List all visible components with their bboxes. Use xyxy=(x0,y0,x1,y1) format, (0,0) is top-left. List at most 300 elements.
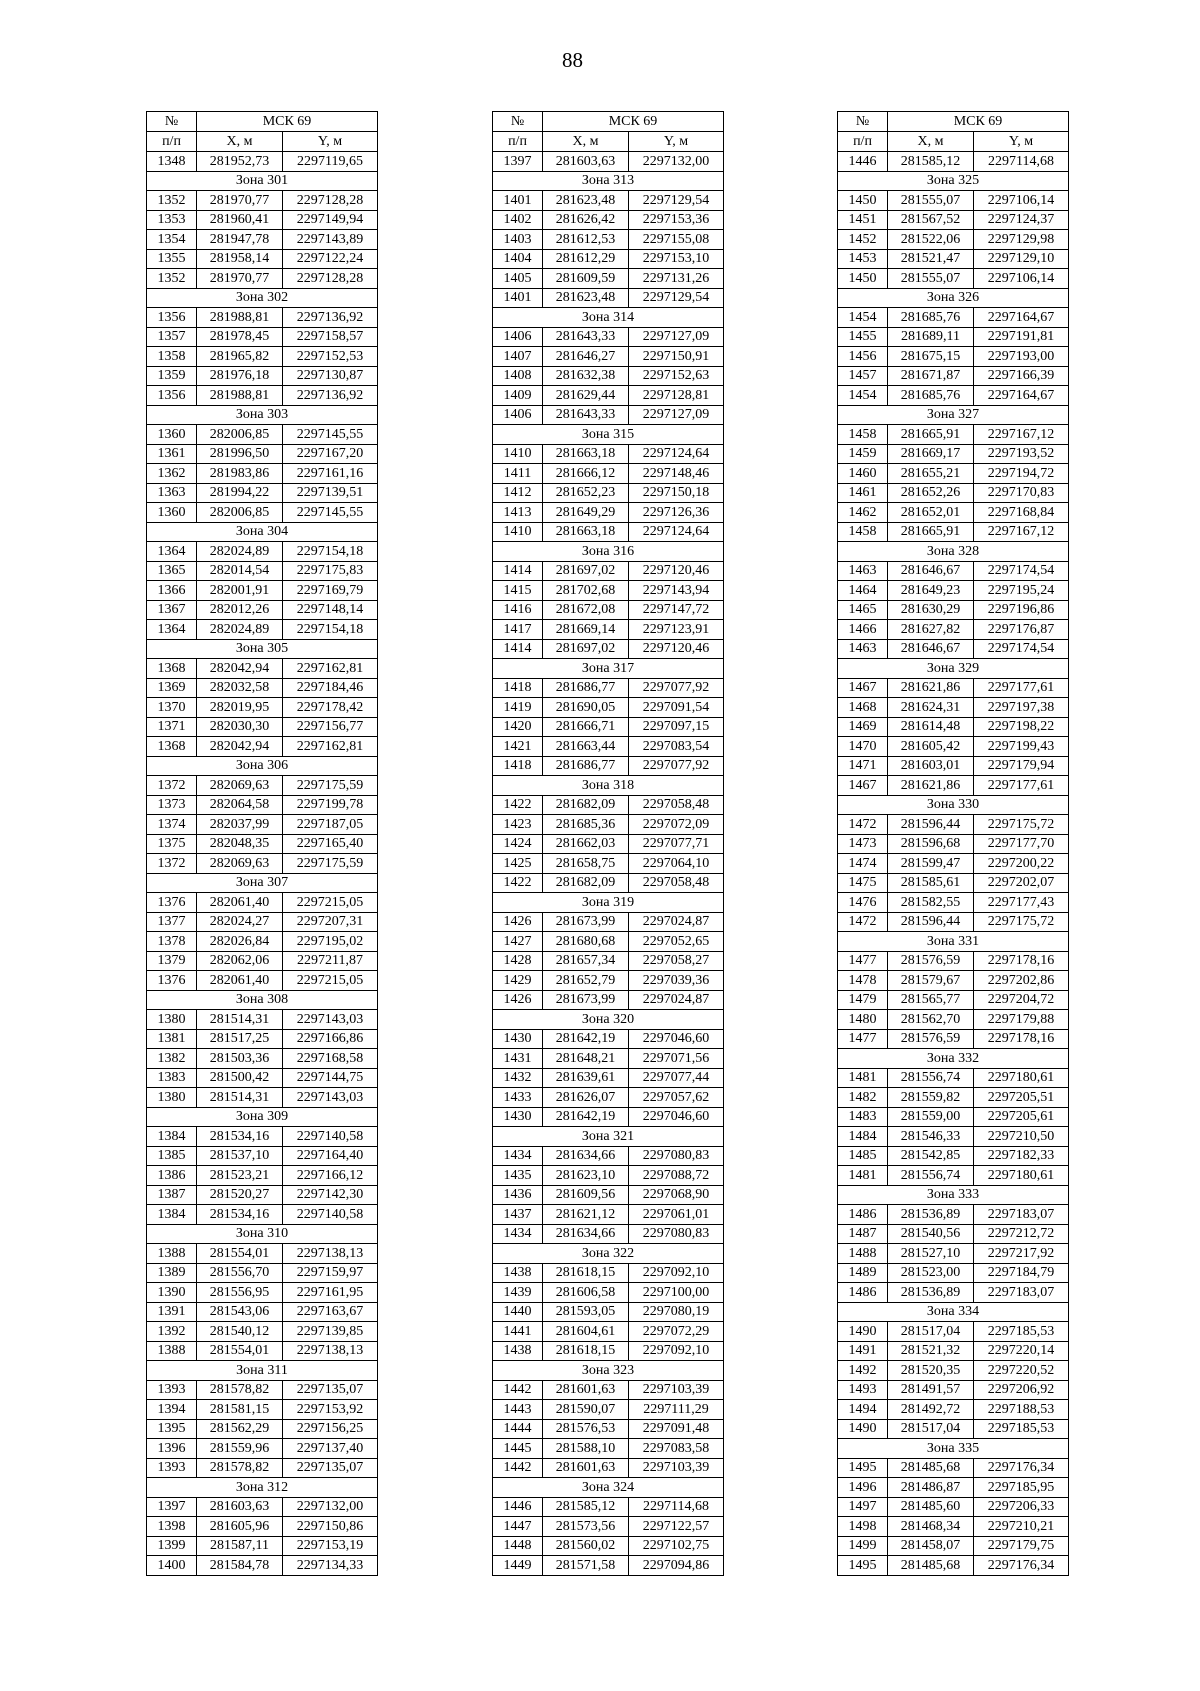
table-row xyxy=(147,464,378,484)
x-coordinate: 281485,60 xyxy=(888,1497,974,1517)
table-row xyxy=(493,1458,724,1478)
table-row xyxy=(493,1439,724,1459)
table-row xyxy=(493,678,724,698)
point-number: 1457 xyxy=(838,366,888,386)
point-number: 1384 xyxy=(147,1127,197,1147)
point-number: 1384 xyxy=(147,1205,197,1225)
x-coordinate: 281988,81 xyxy=(197,308,283,328)
zone-heading-row xyxy=(493,1244,724,1264)
x-coordinate: 281646,67 xyxy=(888,561,974,581)
table-row xyxy=(493,152,724,172)
point-number: 1363 xyxy=(147,483,197,503)
zone-heading: Зона 301 xyxy=(147,171,378,191)
point-number: 1450 xyxy=(838,269,888,289)
y-coordinate: 2297154,18 xyxy=(283,620,378,640)
table-row xyxy=(493,1088,724,1108)
x-coordinate: 281520,35 xyxy=(888,1361,974,1381)
point-number: 1393 xyxy=(147,1380,197,1400)
table-row xyxy=(493,620,724,640)
y-coordinate: 2297132,00 xyxy=(283,1497,378,1517)
y-coordinate: 2297077,71 xyxy=(629,834,724,854)
table-row xyxy=(147,834,378,854)
x-coordinate: 281560,02 xyxy=(543,1536,629,1556)
table-row xyxy=(493,737,724,757)
point-number: 1438 xyxy=(493,1341,543,1361)
point-number: 1395 xyxy=(147,1419,197,1439)
table-row xyxy=(147,1341,378,1361)
zone-heading: Зона 329 xyxy=(838,659,1069,679)
table-header-row xyxy=(493,132,724,152)
x-coordinate: 281542,85 xyxy=(888,1146,974,1166)
x-coordinate: 281555,07 xyxy=(888,269,974,289)
table-row xyxy=(493,386,724,406)
table-row xyxy=(838,912,1069,932)
point-number: 1480 xyxy=(838,1010,888,1030)
y-coordinate: 2297164,67 xyxy=(974,308,1069,328)
point-number: 1374 xyxy=(147,815,197,835)
table-row xyxy=(147,815,378,835)
x-coordinate: 281626,42 xyxy=(543,210,629,230)
y-coordinate: 2297103,39 xyxy=(629,1380,724,1400)
y-coordinate: 2297180,61 xyxy=(974,1166,1069,1186)
point-number: 1477 xyxy=(838,1029,888,1049)
x-coordinate: 282024,27 xyxy=(197,912,283,932)
point-number: 1420 xyxy=(493,717,543,737)
zone-heading: Зона 309 xyxy=(147,1107,378,1127)
y-coordinate: 2297174,54 xyxy=(974,561,1069,581)
table-row xyxy=(147,269,378,289)
point-number: 1364 xyxy=(147,620,197,640)
y-coordinate: 2297128,28 xyxy=(283,191,378,211)
x-coordinate: 281621,86 xyxy=(888,776,974,796)
table-row xyxy=(147,1556,378,1576)
y-coordinate: 2297212,72 xyxy=(974,1224,1069,1244)
point-number: 1388 xyxy=(147,1341,197,1361)
point-number: 1375 xyxy=(147,834,197,854)
point-number: 1459 xyxy=(838,444,888,464)
x-column-header: X, м xyxy=(888,132,974,152)
x-coordinate: 281609,56 xyxy=(543,1185,629,1205)
table-row xyxy=(493,327,724,347)
x-coordinate: 281621,12 xyxy=(543,1205,629,1225)
x-coordinate: 281588,10 xyxy=(543,1439,629,1459)
zone-heading-row xyxy=(493,1010,724,1030)
number-header-bottom: п/п xyxy=(838,132,888,152)
table-row xyxy=(838,776,1069,796)
point-number: 1481 xyxy=(838,1166,888,1186)
table-row xyxy=(147,1380,378,1400)
y-coordinate: 2297137,40 xyxy=(283,1439,378,1459)
point-number: 1428 xyxy=(493,951,543,971)
table-row xyxy=(838,1478,1069,1498)
zone-heading-row xyxy=(147,639,378,659)
x-coordinate: 281646,67 xyxy=(888,639,974,659)
y-coordinate: 2297129,98 xyxy=(974,230,1069,250)
zone-heading: Зона 308 xyxy=(147,990,378,1010)
table-row xyxy=(838,717,1069,737)
point-number: 1401 xyxy=(493,288,543,308)
point-number: 1499 xyxy=(838,1536,888,1556)
table-row xyxy=(493,347,724,367)
x-coordinate: 281584,78 xyxy=(197,1556,283,1576)
table-row xyxy=(147,230,378,250)
point-number: 1440 xyxy=(493,1302,543,1322)
x-coordinate: 281994,22 xyxy=(197,483,283,503)
point-number: 1412 xyxy=(493,483,543,503)
table-row xyxy=(838,737,1069,757)
point-number: 1372 xyxy=(147,854,197,874)
y-coordinate: 2297064,10 xyxy=(629,854,724,874)
table-row xyxy=(147,1185,378,1205)
point-number: 1369 xyxy=(147,678,197,698)
table-row xyxy=(493,600,724,620)
y-coordinate: 2297170,83 xyxy=(974,483,1069,503)
y-coordinate: 2297185,95 xyxy=(974,1478,1069,1498)
point-number: 1382 xyxy=(147,1049,197,1069)
y-coordinate: 2297094,86 xyxy=(629,1556,724,1576)
y-coordinate: 2297119,65 xyxy=(283,152,378,172)
zone-heading-row xyxy=(838,405,1069,425)
point-number: 1443 xyxy=(493,1400,543,1420)
y-coordinate: 2297167,20 xyxy=(283,444,378,464)
x-coordinate: 281603,63 xyxy=(543,152,629,172)
y-coordinate: 2297207,31 xyxy=(283,912,378,932)
number-header-top: № xyxy=(493,112,543,132)
x-coordinate: 282019,95 xyxy=(197,698,283,718)
table-row xyxy=(493,854,724,874)
y-coordinate: 2297153,10 xyxy=(629,249,724,269)
point-number: 1386 xyxy=(147,1166,197,1186)
point-number: 1419 xyxy=(493,698,543,718)
table-row xyxy=(838,1536,1069,1556)
zone-heading: Зона 325 xyxy=(838,171,1069,191)
table-row xyxy=(147,620,378,640)
table-row xyxy=(493,1263,724,1283)
y-coordinate: 2297152,63 xyxy=(629,366,724,386)
zone-heading-row xyxy=(493,1361,724,1381)
point-number: 1418 xyxy=(493,678,543,698)
zone-heading-row xyxy=(147,171,378,191)
y-coordinate: 2297210,50 xyxy=(974,1127,1069,1147)
y-coordinate: 2297161,16 xyxy=(283,464,378,484)
zone-heading-row xyxy=(147,1478,378,1498)
point-number: 1472 xyxy=(838,912,888,932)
zone-heading: Зона 314 xyxy=(493,308,724,328)
point-number: 1497 xyxy=(838,1497,888,1517)
y-coordinate: 2297127,09 xyxy=(629,405,724,425)
table-row xyxy=(838,503,1069,523)
zone-heading: Зона 326 xyxy=(838,288,1069,308)
x-coordinate: 281673,99 xyxy=(543,990,629,1010)
y-coordinate: 2297077,92 xyxy=(629,678,724,698)
y-coordinate: 2297180,61 xyxy=(974,1068,1069,1088)
y-coordinate: 2297091,54 xyxy=(629,698,724,718)
x-coordinate: 281562,29 xyxy=(197,1419,283,1439)
table-row xyxy=(493,1419,724,1439)
point-number: 1387 xyxy=(147,1185,197,1205)
y-coordinate: 2297145,55 xyxy=(283,425,378,445)
table-row xyxy=(838,1107,1069,1127)
x-coordinate: 282024,89 xyxy=(197,620,283,640)
zone-heading-row xyxy=(147,1224,378,1244)
table-row xyxy=(838,561,1069,581)
point-number: 1442 xyxy=(493,1380,543,1400)
table-row xyxy=(493,405,724,425)
x-coordinate: 281605,96 xyxy=(197,1517,283,1537)
point-number: 1473 xyxy=(838,834,888,854)
x-coordinate: 281612,29 xyxy=(543,249,629,269)
coordinates-table-2 xyxy=(492,111,724,1576)
point-number: 1410 xyxy=(493,522,543,542)
point-number: 1416 xyxy=(493,600,543,620)
point-number: 1447 xyxy=(493,1517,543,1537)
zone-heading: Зона 327 xyxy=(838,405,1069,425)
point-number: 1492 xyxy=(838,1361,888,1381)
point-number: 1366 xyxy=(147,581,197,601)
zone-heading-row xyxy=(838,659,1069,679)
y-coordinate: 2297166,12 xyxy=(283,1166,378,1186)
x-coordinate: 281658,75 xyxy=(543,854,629,874)
zone-heading: Зона 303 xyxy=(147,405,378,425)
table-row xyxy=(838,210,1069,230)
point-number: 1426 xyxy=(493,912,543,932)
x-coordinate: 281581,15 xyxy=(197,1400,283,1420)
x-coordinate: 281582,55 xyxy=(888,893,974,913)
point-number: 1397 xyxy=(493,152,543,172)
x-coordinate: 281988,81 xyxy=(197,386,283,406)
y-coordinate: 2297153,92 xyxy=(283,1400,378,1420)
table-row xyxy=(147,795,378,815)
point-number: 1494 xyxy=(838,1400,888,1420)
point-number: 1408 xyxy=(493,366,543,386)
table-row xyxy=(838,678,1069,698)
point-number: 1357 xyxy=(147,327,197,347)
x-coordinate: 281556,74 xyxy=(888,1068,974,1088)
y-coordinate: 2297166,86 xyxy=(283,1029,378,1049)
x-coordinate: 281565,77 xyxy=(888,990,974,1010)
table-row xyxy=(838,854,1069,874)
point-number: 1392 xyxy=(147,1322,197,1342)
y-coordinate: 2297156,25 xyxy=(283,1419,378,1439)
point-number: 1381 xyxy=(147,1029,197,1049)
table-row xyxy=(493,912,724,932)
x-coordinate: 282069,63 xyxy=(197,854,283,874)
zone-heading: Зона 317 xyxy=(493,659,724,679)
y-coordinate: 2297178,42 xyxy=(283,698,378,718)
x-coordinate: 282037,99 xyxy=(197,815,283,835)
x-coordinate: 281629,44 xyxy=(543,386,629,406)
table-row xyxy=(147,1127,378,1147)
table-row xyxy=(493,990,724,1010)
x-coordinate: 281562,70 xyxy=(888,1010,974,1030)
zone-heading: Зона 333 xyxy=(838,1185,1069,1205)
table-row xyxy=(493,522,724,542)
y-coordinate: 2297158,57 xyxy=(283,327,378,347)
y-coordinate: 2297106,14 xyxy=(974,191,1069,211)
point-number: 1403 xyxy=(493,230,543,250)
y-coordinate: 2297164,67 xyxy=(974,386,1069,406)
table-row xyxy=(493,561,724,581)
table-row xyxy=(493,1068,724,1088)
y-coordinate: 2297024,87 xyxy=(629,990,724,1010)
table-row xyxy=(838,386,1069,406)
table-row xyxy=(493,269,724,289)
x-coordinate: 281485,68 xyxy=(888,1458,974,1478)
x-coordinate: 281983,86 xyxy=(197,464,283,484)
point-number: 1462 xyxy=(838,503,888,523)
y-coordinate: 2297139,51 xyxy=(283,483,378,503)
point-number: 1409 xyxy=(493,386,543,406)
y-coordinate: 2297150,91 xyxy=(629,347,724,367)
table-row xyxy=(147,951,378,971)
x-coordinate: 281485,68 xyxy=(888,1556,974,1576)
x-coordinate: 281665,91 xyxy=(888,425,974,445)
table-row xyxy=(493,971,724,991)
point-number: 1453 xyxy=(838,249,888,269)
point-number: 1429 xyxy=(493,971,543,991)
y-column-header: Y, м xyxy=(629,132,724,152)
point-number: 1423 xyxy=(493,815,543,835)
point-number: 1468 xyxy=(838,698,888,718)
table-row xyxy=(147,1497,378,1517)
number-header-top: № xyxy=(838,112,888,132)
y-coordinate: 2297202,86 xyxy=(974,971,1069,991)
table-row xyxy=(838,230,1069,250)
x-coordinate: 281642,19 xyxy=(543,1029,629,1049)
y-coordinate: 2297179,75 xyxy=(974,1536,1069,1556)
x-coordinate: 282062,06 xyxy=(197,951,283,971)
y-coordinate: 2297100,00 xyxy=(629,1283,724,1303)
x-coordinate: 281663,44 xyxy=(543,737,629,757)
point-number: 1424 xyxy=(493,834,543,854)
x-coordinate: 281536,89 xyxy=(888,1283,974,1303)
point-number: 1430 xyxy=(493,1029,543,1049)
y-coordinate: 2297080,83 xyxy=(629,1224,724,1244)
y-coordinate: 2297177,70 xyxy=(974,834,1069,854)
x-coordinate: 281576,59 xyxy=(888,1029,974,1049)
x-coordinate: 281593,05 xyxy=(543,1302,629,1322)
point-number: 1418 xyxy=(493,756,543,776)
y-coordinate: 2297134,33 xyxy=(283,1556,378,1576)
y-coordinate: 2297122,24 xyxy=(283,249,378,269)
y-coordinate: 2297138,13 xyxy=(283,1341,378,1361)
x-coordinate: 282001,91 xyxy=(197,581,283,601)
zone-heading: Зона 334 xyxy=(838,1302,1069,1322)
point-number: 1434 xyxy=(493,1146,543,1166)
table-row xyxy=(147,1517,378,1537)
point-number: 1401 xyxy=(493,191,543,211)
x-coordinate: 281970,77 xyxy=(197,191,283,211)
table-row xyxy=(493,834,724,854)
x-coordinate: 281652,79 xyxy=(543,971,629,991)
table-row xyxy=(493,1283,724,1303)
y-coordinate: 2297188,53 xyxy=(974,1400,1069,1420)
zone-heading-row xyxy=(838,932,1069,952)
table-row xyxy=(838,152,1069,172)
point-number: 1488 xyxy=(838,1244,888,1264)
zone-heading-row xyxy=(147,1107,378,1127)
y-coordinate: 2297129,10 xyxy=(974,249,1069,269)
point-number: 1436 xyxy=(493,1185,543,1205)
point-number: 1414 xyxy=(493,639,543,659)
y-coordinate: 2297199,78 xyxy=(283,795,378,815)
x-coordinate: 281652,26 xyxy=(888,483,974,503)
point-number: 1439 xyxy=(493,1283,543,1303)
table-row xyxy=(493,1185,724,1205)
table-row xyxy=(493,288,724,308)
x-coordinate: 281634,66 xyxy=(543,1146,629,1166)
y-coordinate: 2297127,09 xyxy=(629,327,724,347)
zone-heading: Зона 305 xyxy=(147,639,378,659)
point-number: 1496 xyxy=(838,1478,888,1498)
table-row xyxy=(838,425,1069,445)
point-number: 1451 xyxy=(838,210,888,230)
point-number: 1495 xyxy=(838,1556,888,1576)
y-coordinate: 2297039,36 xyxy=(629,971,724,991)
x-coordinate: 281682,09 xyxy=(543,795,629,815)
y-column-header: Y, м xyxy=(974,132,1069,152)
x-coordinate: 281626,07 xyxy=(543,1088,629,1108)
table-row xyxy=(493,932,724,952)
point-number: 1372 xyxy=(147,776,197,796)
x-coordinate: 281690,05 xyxy=(543,698,629,718)
y-coordinate: 2297168,84 xyxy=(974,503,1069,523)
y-coordinate: 2297077,44 xyxy=(629,1068,724,1088)
y-coordinate: 2297177,61 xyxy=(974,776,1069,796)
table-row xyxy=(147,932,378,952)
x-coordinate: 281685,76 xyxy=(888,386,974,406)
y-coordinate: 2297124,64 xyxy=(629,522,724,542)
y-coordinate: 2297154,18 xyxy=(283,542,378,562)
x-coordinate: 281662,03 xyxy=(543,834,629,854)
table-row xyxy=(147,503,378,523)
y-coordinate: 2297156,77 xyxy=(283,717,378,737)
table-row xyxy=(838,1244,1069,1264)
x-coordinate: 281458,07 xyxy=(888,1536,974,1556)
y-coordinate: 2297128,81 xyxy=(629,386,724,406)
point-number: 1458 xyxy=(838,425,888,445)
point-number: 1391 xyxy=(147,1302,197,1322)
x-coordinate: 281652,01 xyxy=(888,503,974,523)
table-row xyxy=(147,776,378,796)
y-coordinate: 2297136,92 xyxy=(283,308,378,328)
point-number: 1373 xyxy=(147,795,197,815)
y-coordinate: 2297205,51 xyxy=(974,1088,1069,1108)
point-number: 1479 xyxy=(838,990,888,1010)
y-coordinate: 2297072,09 xyxy=(629,815,724,835)
point-number: 1400 xyxy=(147,1556,197,1576)
table-row xyxy=(838,1263,1069,1283)
point-number: 1434 xyxy=(493,1224,543,1244)
point-number: 1360 xyxy=(147,503,197,523)
y-coordinate: 2297187,05 xyxy=(283,815,378,835)
zone-heading-row xyxy=(838,1185,1069,1205)
zone-heading-row xyxy=(493,542,724,562)
y-coordinate: 2297058,48 xyxy=(629,873,724,893)
table-row xyxy=(147,210,378,230)
table-row xyxy=(838,1283,1069,1303)
point-number: 1452 xyxy=(838,230,888,250)
table-row xyxy=(493,366,724,386)
y-coordinate: 2297061,01 xyxy=(629,1205,724,1225)
x-coordinate: 281686,77 xyxy=(543,756,629,776)
y-coordinate: 2297153,19 xyxy=(283,1536,378,1556)
x-coordinate: 281618,15 xyxy=(543,1341,629,1361)
x-coordinate: 281623,48 xyxy=(543,288,629,308)
point-number: 1404 xyxy=(493,249,543,269)
y-coordinate: 2297148,14 xyxy=(283,600,378,620)
y-coordinate: 2297178,16 xyxy=(974,1029,1069,1049)
